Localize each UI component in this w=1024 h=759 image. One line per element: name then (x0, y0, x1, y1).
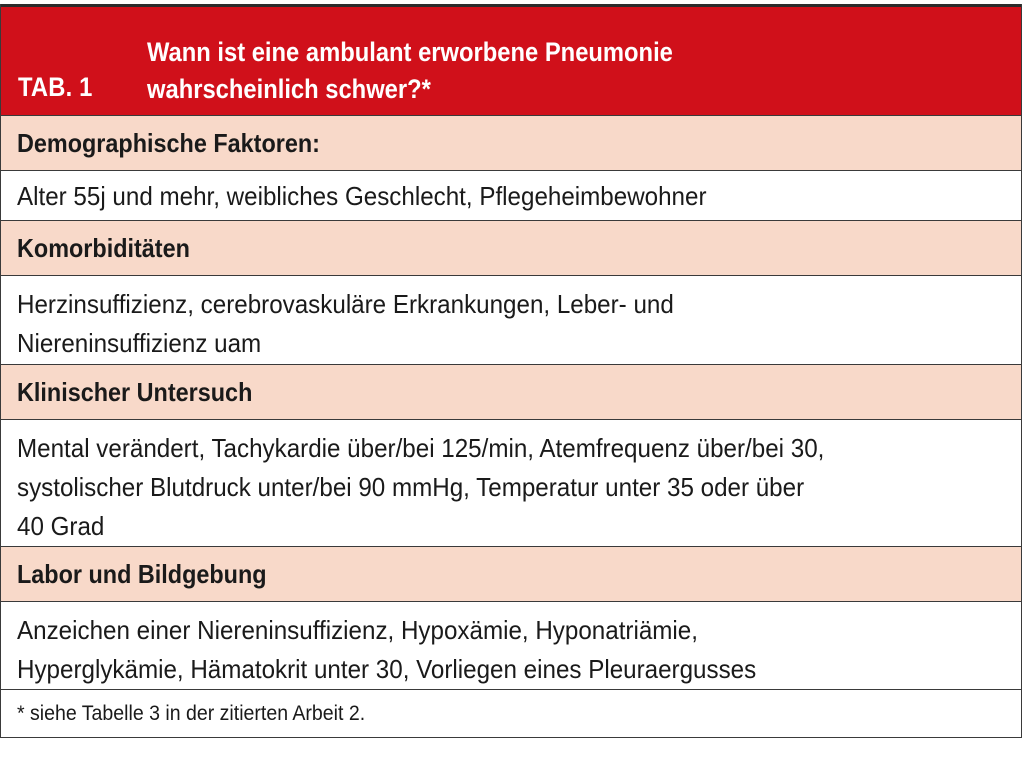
content-line: Niereninsuffizienz uam (17, 328, 262, 358)
content-line: Mental verändert, Tachykardie über/bei 125/min, Atemfrequenz über/bei 30, (17, 433, 825, 463)
content-line: Alter 55j und mehr, weibliches Geschlecht, Pflegeheimbewohner (17, 181, 707, 211)
content-row-lab-imaging (1, 602, 1021, 690)
content-line: Hyperglykämie, Hämatokrit unter 30, Vorliegen eines Pleuraergusses (17, 654, 757, 684)
content-row-clinical-exam (1, 420, 1021, 547)
table-title (147, 34, 673, 108)
content-line: systolischer Blutdruck unter/bei 90 mmHg, Temperatur unter 35 oder über (17, 472, 805, 502)
category-row-comorbidities (1, 221, 1021, 276)
category-label: Klinischer Untersuch (17, 377, 253, 407)
table-title-line-1: Wann ist eine ambulant erworbene Pneumonie (147, 37, 673, 67)
table-header (1, 7, 1021, 116)
category-row-lab-imaging (1, 547, 1021, 602)
content-line: Herzinsuffizienz, cerebrovaskuläre Erkrankungen, Leber- und (17, 289, 674, 319)
category-label: Labor und Bildgebung (17, 559, 267, 589)
table-title-line-2: wahrscheinlich schwer?* (147, 74, 431, 104)
content-line: Anzeichen einer Niereninsuffizienz, Hypoxämie, Hyponatriämie, (17, 615, 698, 645)
table-number-label: TAB. 1 (18, 72, 93, 102)
category-row-clinical-exam (1, 365, 1021, 420)
category-label: Komorbiditäten (17, 233, 190, 263)
pneumonia-severity-table (0, 4, 1022, 738)
content-row-comorbidities (1, 276, 1021, 365)
category-row-demographics (1, 116, 1021, 171)
category-label: Demographische Faktoren: (17, 128, 320, 158)
content-row-demographics (1, 171, 1021, 221)
footnote-text: * siehe Tabelle 3 in der zitierten Arbeit 2. (17, 702, 366, 725)
content-line: 40 Grad (17, 511, 105, 541)
table-footnote (1, 690, 1021, 737)
